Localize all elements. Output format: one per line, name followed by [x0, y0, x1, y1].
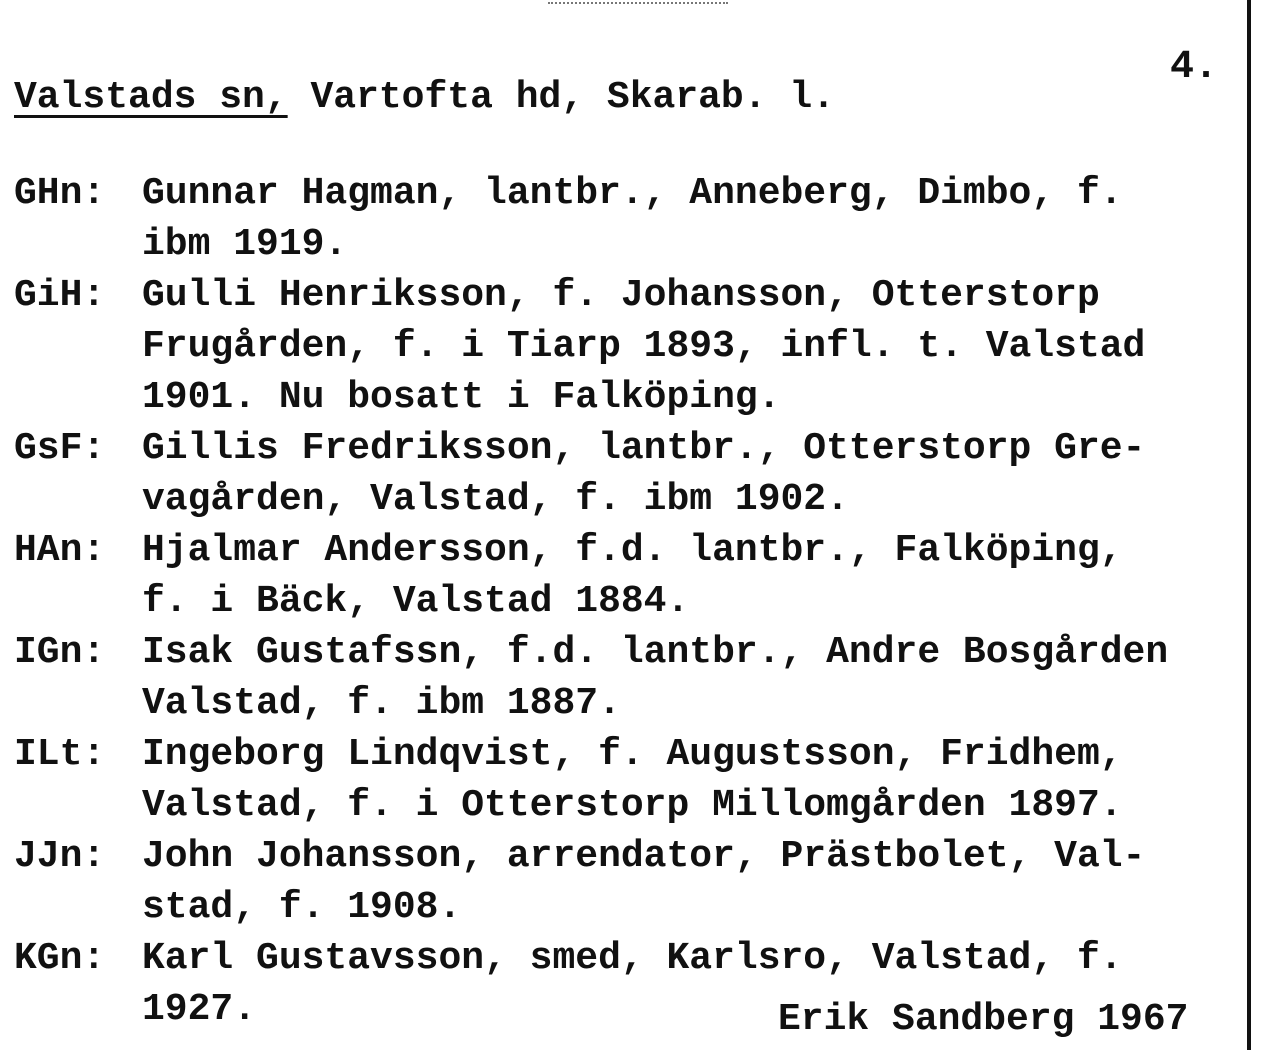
- page-number: 4.: [1170, 45, 1219, 90]
- informant-text: John Johansson, arrendator, Prästbolet, Val- stad, f. 1908.: [142, 835, 1146, 929]
- informant-text: Karl Gustavsson, smed, Karlsro, Valstad, f. 1927.: [142, 937, 1123, 1031]
- informant-code: GsF:: [14, 427, 106, 470]
- card-edge-line: [1247, 0, 1251, 1050]
- informant-text: Hjalmar Andersson, f.d. lantbr., Falköping, f. i Bäck, Valstad 1884.: [142, 529, 1123, 623]
- informant-code: ILt:: [14, 733, 106, 776]
- informant-entry: [14, 423, 1246, 525]
- informant-text: Gulli Henriksson, f. Johansson, Otterstorp Frugården, f. i Tiarp 1893, infl. t. Valstad 1901. Nu bosatt i Falköping.: [142, 274, 1146, 419]
- scan-mark: [548, 2, 728, 7]
- informant-text: Gunnar Hagman, lantbr., Anneberg, Dimbo, f. ibm 1919.: [142, 172, 1123, 266]
- informant-entry: [14, 729, 1246, 831]
- informant-text: Isak Gustafssn, f.d. lantbr., Andre Bosgården Valstad, f. ibm 1887.: [142, 631, 1169, 725]
- informant-entry: [14, 270, 1246, 423]
- heading-parish: Valstads sn,: [14, 76, 288, 119]
- heading-district: Vartofta hd, Skarab. l.: [287, 76, 835, 119]
- informant-code: GHn:: [14, 172, 106, 215]
- informant-code: GiH:: [14, 274, 106, 317]
- informant-code: HAn:: [14, 529, 106, 572]
- informant-entry: [14, 525, 1246, 627]
- informant-entry: [14, 627, 1246, 729]
- informant-text: Ingeborg Lindqvist, f. Augustsson, Fridhem, Valstad, f. i Otterstorp Millomgården 1897.: [142, 733, 1123, 827]
- informant-code: IGn:: [14, 631, 106, 674]
- informant-entry: [14, 831, 1246, 933]
- informant-code: KGn:: [14, 937, 106, 980]
- informant-code: JJn:: [14, 835, 106, 878]
- informant-text: Gillis Fredriksson, lantbr., Otterstorp Gre- vagården, Valstad, f. ibm 1902.: [142, 427, 1146, 521]
- informant-list: [14, 168, 1246, 1035]
- signature: Erik Sandberg 1967: [778, 998, 1189, 1041]
- informant-entry: [14, 168, 1246, 270]
- card-heading: [14, 74, 835, 122]
